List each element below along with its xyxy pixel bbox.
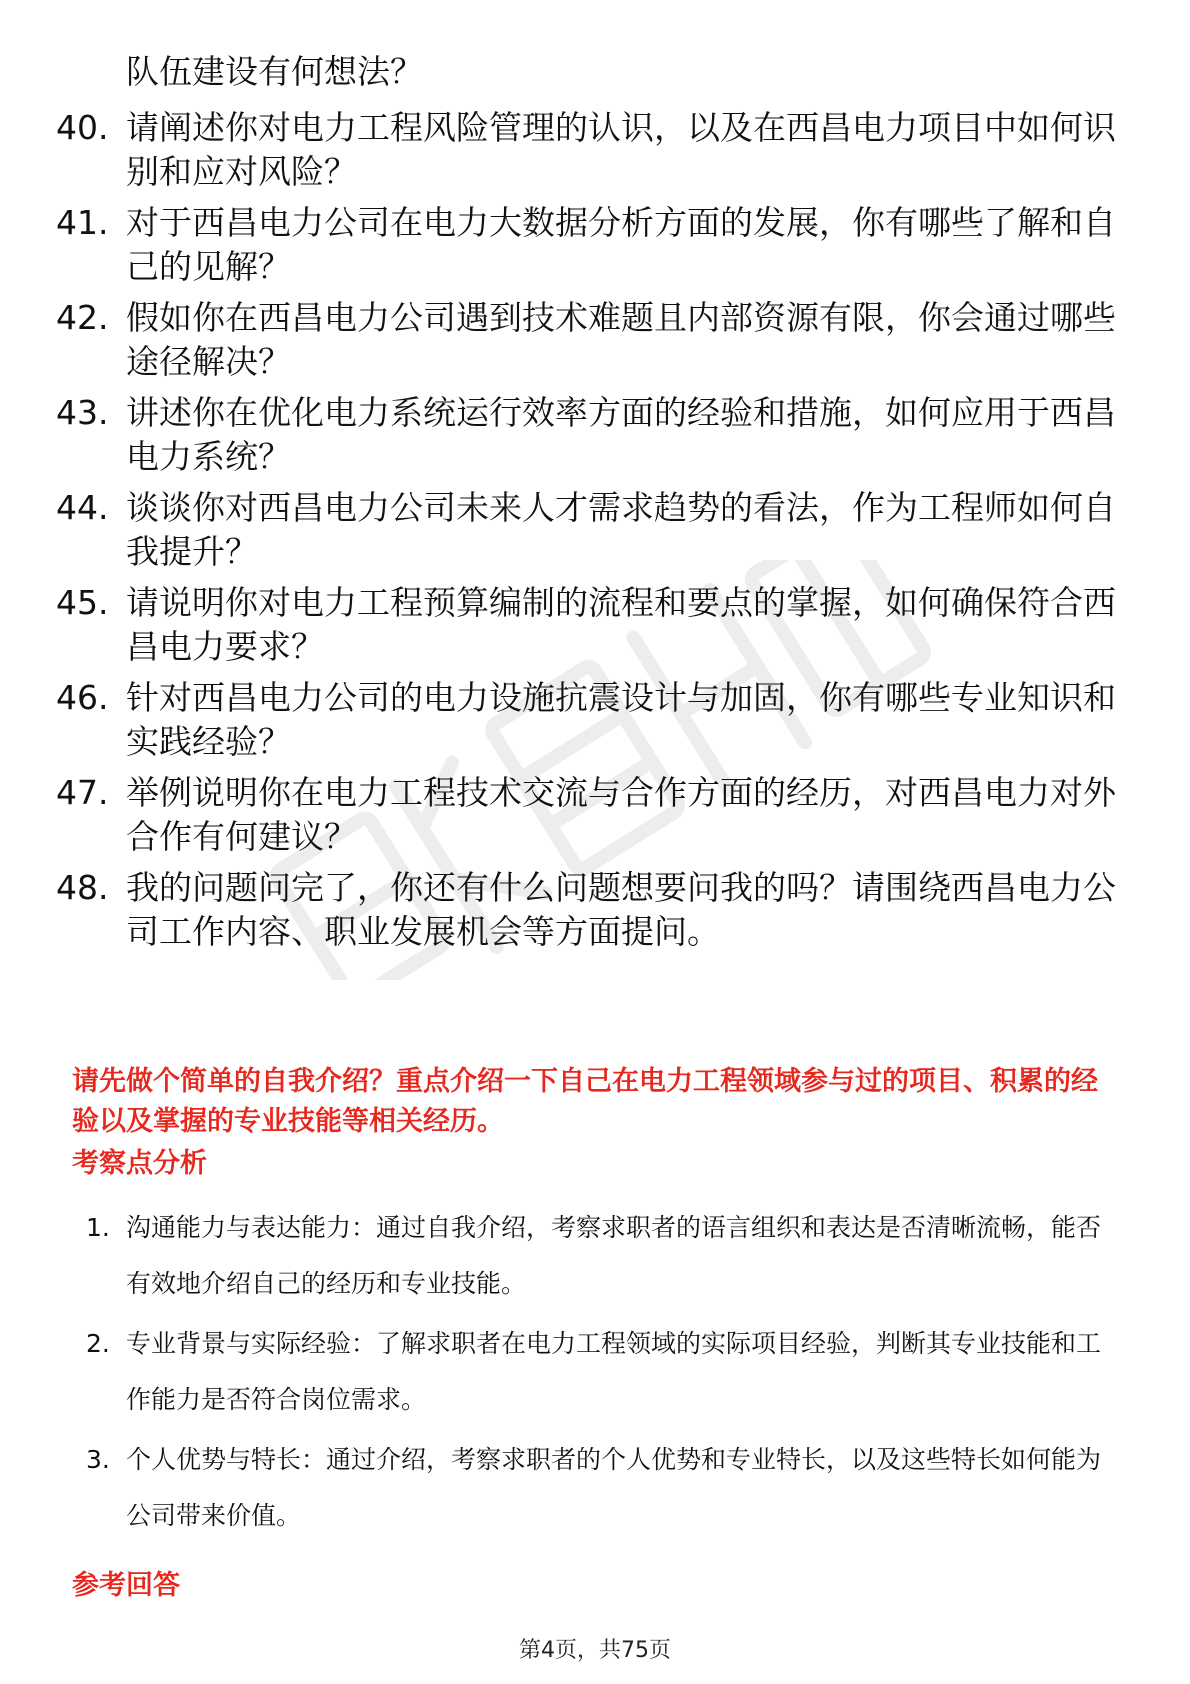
list-item-text: 举例说明你在电力工程技术交流与合作方面的经历，对西昌电力对外合作有何建议？ — [126, 773, 1116, 856]
list-item-text: 请阐述你对电力工程风险管理的认识，以及在西昌电力项目中如何识别和应对风险？ — [126, 108, 1116, 191]
list-item-number: 44. — [56, 488, 109, 527]
list-item-number: 43. — [56, 393, 109, 432]
reference-answer-title: 参考回答 — [72, 1570, 180, 1601]
list-item-text: 对于西昌电力公司在电力大数据分析方面的发展，你有哪些了解和自己的见解？ — [126, 203, 1116, 286]
analysis-section-title: 考察点分析 — [72, 1148, 207, 1179]
intro-question-heading: 请先做个简单的自我介绍？重点介绍一下自己在电力工程领域参与过的项目、积累的经验以及掌握的专业技能等相关经历。 — [72, 1066, 1098, 1137]
list-item-text: 讲述你在优化电力系统运行效率方面的经验和措施，如何应用于西昌电力系统？ — [126, 393, 1116, 476]
list-item-number: 40. — [56, 108, 109, 147]
page-number-footer: 第4页，共75页 — [519, 1638, 671, 1663]
analysis-item-text: 个人优势与特长：通过介绍，考察求职者的个人优势和专业特长，以及这些特长如何能为公司带来价值。 — [126, 1445, 1102, 1530]
list-item-number: 45. — [56, 583, 109, 622]
list-item-number: 47. — [56, 773, 109, 812]
list-item-text: 我的问题问完了，你还有什么问题想要问我的吗？请围绕西昌电力公司工作内容、职业发展机会等方面提问。 — [126, 868, 1116, 951]
question-continuation: 队伍建设有何想法？ — [126, 52, 423, 91]
list-item-text: 假如你在西昌电力公司遇到技术难题且内部资源有限，你会通过哪些途径解决？ — [126, 298, 1116, 381]
list-item-number: 41. — [56, 203, 109, 242]
analysis-item-text: 沟通能力与表达能力：通过自我介绍，考察求职者的语言组织和表达是否清晰流畅，能否有效地介绍自己的经历和专业技能。 — [126, 1213, 1102, 1298]
list-item-text: 请说明你对电力工程预算编制的流程和要点的掌握，如何确保符合西昌电力要求？ — [126, 583, 1116, 666]
analysis-item-number: 3. — [86, 1445, 110, 1474]
analysis-item-number: 2. — [86, 1329, 110, 1358]
list-item-text: 针对西昌电力公司的电力设施抗震设计与加固，你有哪些专业知识和实践经验？ — [126, 678, 1116, 761]
list-item-text: 谈谈你对西昌电力公司未来人才需求趋势的看法，作为工程师如何自我提升？ — [126, 488, 1116, 571]
analysis-item-number: 1. — [86, 1213, 110, 1242]
list-item-number: 46. — [56, 678, 109, 717]
analysis-item-text: 专业背景与实际经验：了解求职者在电力工程领域的实际项目经验，判断其专业技能和工作能力是否符合岗位需求。 — [126, 1329, 1102, 1414]
list-item-number: 42. — [56, 298, 109, 337]
list-item-number: 48. — [56, 868, 109, 907]
